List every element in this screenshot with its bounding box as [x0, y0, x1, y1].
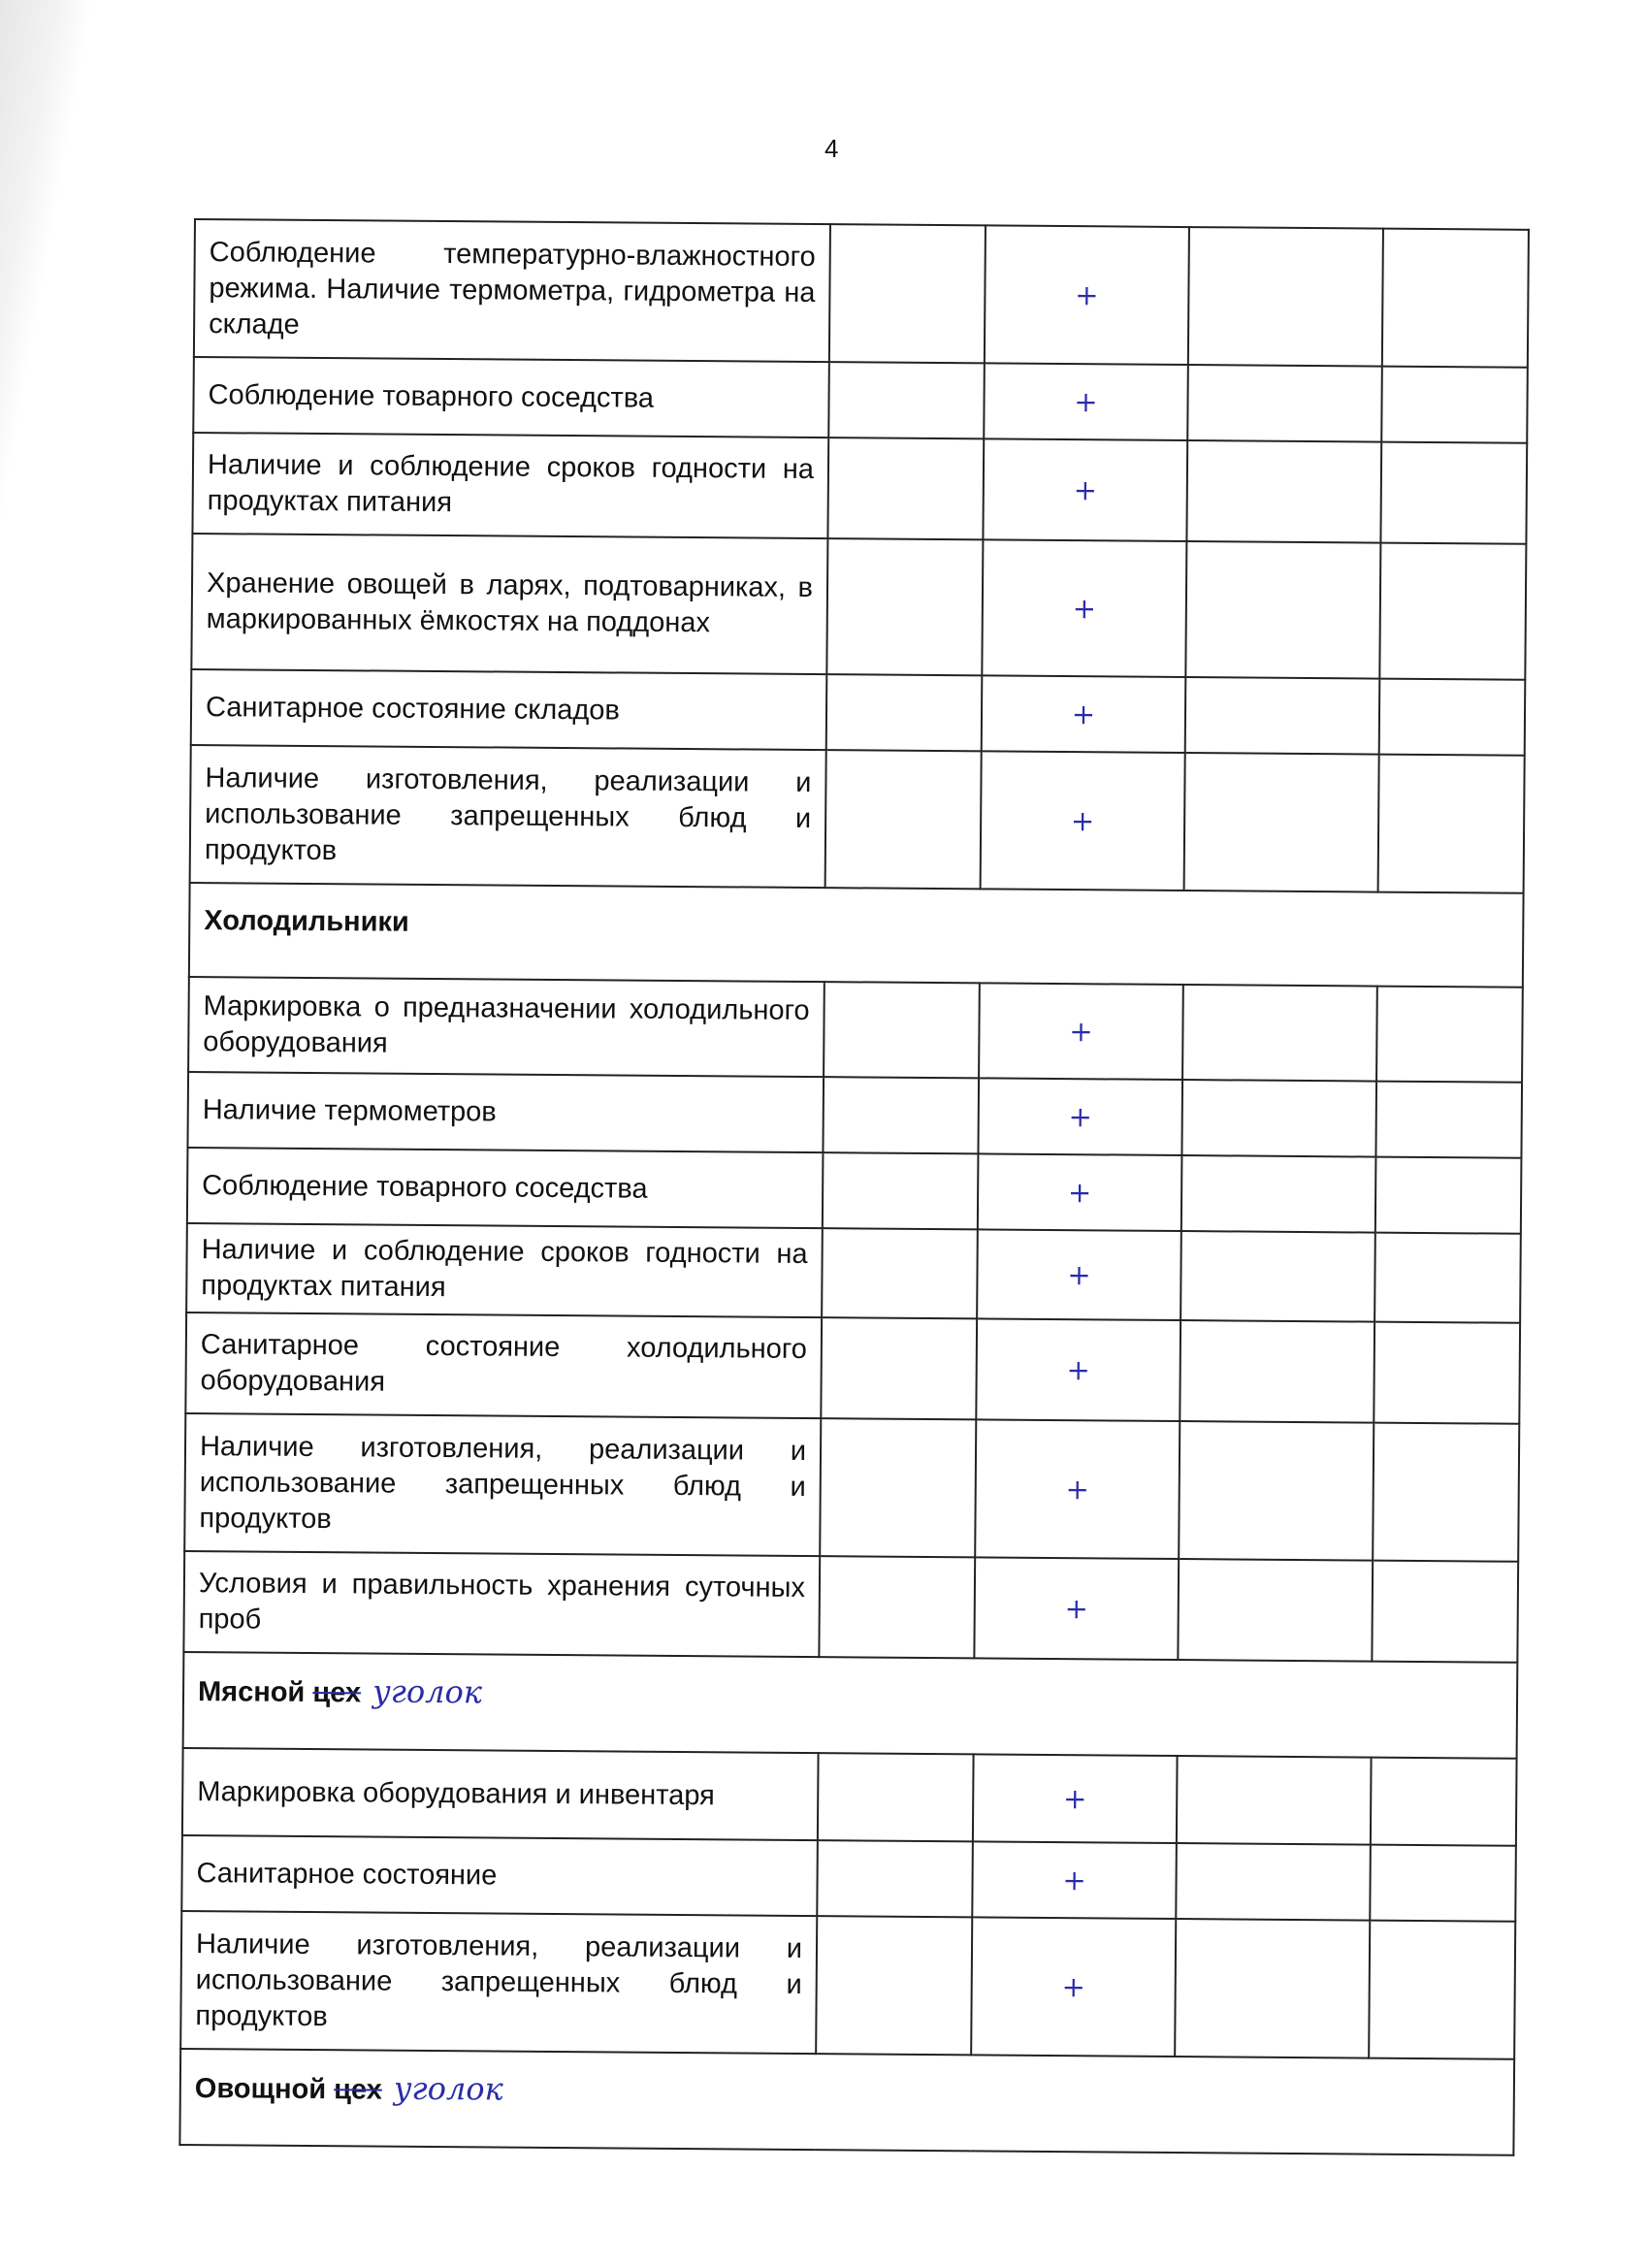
- empty-cell: [821, 1317, 977, 1419]
- table-row: [187, 1072, 1522, 1158]
- table-row: [184, 1413, 1519, 1562]
- empty-cell: [828, 362, 985, 438]
- handwritten-plus-mark: +: [975, 1419, 1180, 1559]
- criterion-text: Наличие и соблюдение сроков годности на продуктах питания: [192, 433, 828, 538]
- criterion-text: Маркировка о предназначении холодильного оборудования: [188, 977, 824, 1077]
- table-row: [187, 1148, 1522, 1234]
- handwritten-plus-mark: +: [972, 1841, 1177, 1919]
- handwritten-plus-mark: +: [979, 983, 1183, 1080]
- empty-cell: [1180, 1231, 1375, 1322]
- empty-cell: [820, 1418, 976, 1557]
- criterion-text: Соблюдение температурно-влажностного режима. Наличие термометра, гидрометра на складе: [194, 219, 830, 362]
- empty-cell: [823, 1152, 979, 1229]
- struck-out-word: цех: [334, 2074, 382, 2106]
- empty-cell: [825, 750, 982, 889]
- criterion-text: Санитарное состояние холодильного оборудования: [185, 1312, 822, 1418]
- section-title-meat: [183, 1652, 1518, 1759]
- struck-out-word: цех: [312, 1677, 362, 1709]
- handwritten-plus-mark: +: [982, 539, 1186, 677]
- section-title-refrigerators: Холодильники: [189, 883, 1524, 988]
- empty-cell: [824, 982, 980, 1078]
- empty-cell: [1188, 227, 1383, 367]
- criterion-text: Наличие и соблюдение сроков годности на продуктах питания: [186, 1223, 823, 1317]
- empty-cell: [1372, 1561, 1518, 1663]
- empty-cell: [1374, 1233, 1521, 1323]
- empty-cell: [1175, 1919, 1370, 2058]
- empty-cell: [1373, 1423, 1519, 1562]
- table-row: [181, 1835, 1516, 1922]
- empty-cell: [1181, 1080, 1376, 1157]
- empty-cell: [1185, 541, 1380, 679]
- empty-cell: [826, 674, 983, 751]
- handwritten-plus-mark: +: [978, 1153, 1182, 1231]
- table-row: [190, 745, 1525, 893]
- handwritten-plus-mark: +: [971, 1917, 1176, 2057]
- empty-cell: [817, 1840, 973, 1917]
- table-row: [194, 219, 1529, 368]
- page-number: 4: [824, 134, 839, 163]
- handwritten-plus-mark: +: [985, 225, 1189, 365]
- empty-cell: [1374, 1322, 1520, 1424]
- empty-cell: [1382, 229, 1529, 368]
- handwritten-plus-mark: +: [983, 438, 1187, 541]
- section-title-main: Мясной: [197, 1676, 306, 1708]
- empty-cell: [1185, 677, 1380, 755]
- table-row: [193, 357, 1528, 443]
- handwritten-correction: уголок: [372, 1672, 483, 1711]
- handwritten-plus-mark: +: [982, 675, 1186, 753]
- empty-cell: [1379, 543, 1526, 680]
- handwritten-plus-mark: +: [984, 363, 1188, 440]
- empty-cell: [829, 224, 986, 363]
- empty-cell: [827, 437, 984, 539]
- criterion-text: Наличие изготовления, реализации и использование запрещенных блюд и продуктов: [190, 745, 826, 888]
- handwritten-plus-mark: +: [976, 1318, 1180, 1421]
- criterion-text: Соблюдение товарного соседства: [187, 1148, 824, 1228]
- empty-cell: [1181, 1155, 1376, 1233]
- criterion-text: Санитарное состояние складов: [191, 669, 827, 750]
- empty-cell: [1186, 440, 1381, 543]
- empty-cell: [1380, 442, 1527, 544]
- handwritten-plus-mark: +: [981, 751, 1185, 891]
- empty-cell: [1176, 1843, 1371, 1921]
- handwritten-plus-mark: +: [973, 1754, 1178, 1843]
- section-title-main: Овощной: [194, 2073, 327, 2106]
- section-header-row: [179, 2049, 1514, 2155]
- empty-cell: [819, 1556, 975, 1658]
- empty-cell: [822, 1228, 978, 1318]
- table-row: [192, 433, 1527, 544]
- criterion-text: Соблюдение товарного соседства: [193, 357, 829, 437]
- empty-cell: [1375, 1157, 1522, 1234]
- empty-cell: [1369, 1921, 1515, 2059]
- criterion-text: Наличие термометров: [187, 1072, 824, 1152]
- criterion-text: Наличие изготовления, реализации и использование запрещенных блюд и продуктов: [180, 1911, 817, 2054]
- inspection-checklist-table: [178, 218, 1530, 2156]
- empty-cell: [1375, 1082, 1522, 1158]
- table-row: [185, 1312, 1520, 1424]
- handwritten-plus-mark: +: [978, 1078, 1182, 1155]
- table-row: [186, 1223, 1521, 1323]
- empty-cell: [826, 538, 983, 675]
- criterion-text: Санитарное состояние: [181, 1835, 818, 1916]
- empty-cell: [1376, 987, 1523, 1083]
- empty-cell: [1182, 985, 1377, 1082]
- handwritten-plus-mark: +: [977, 1229, 1181, 1320]
- table-row: [191, 669, 1526, 756]
- criterion-text: Наличие изготовления, реализации и использование запрещенных блюд и продуктов: [184, 1413, 821, 1556]
- empty-cell: [1180, 1320, 1374, 1423]
- criterion-text: Условия и правильность хранения суточных проб: [183, 1551, 820, 1657]
- empty-cell: [816, 1916, 972, 2055]
- empty-cell: [1370, 1845, 1516, 1922]
- table-row: [180, 1911, 1515, 2059]
- section-header-row: [189, 883, 1524, 988]
- empty-cell: [818, 1753, 974, 1841]
- criterion-text: Хранение овощей в ларях, подтоварниках, в маркированных ёмкостях на поддонах: [191, 534, 827, 674]
- empty-cell: [1381, 367, 1528, 443]
- section-header-row: [183, 1652, 1518, 1759]
- section-title-vegetable: [179, 2049, 1514, 2155]
- empty-cell: [1187, 365, 1382, 442]
- table-row: [191, 534, 1526, 680]
- handwritten-plus-mark: +: [974, 1557, 1179, 1660]
- handwritten-correction: уголок: [393, 2069, 503, 2108]
- table-row: [183, 1551, 1518, 1663]
- table-row: [182, 1748, 1517, 1846]
- empty-cell: [823, 1077, 979, 1153]
- empty-cell: [1177, 1756, 1372, 1845]
- empty-cell: [1178, 1559, 1373, 1662]
- empty-cell: [1184, 753, 1379, 892]
- empty-cell: [1379, 679, 1526, 756]
- empty-cell: [1378, 755, 1525, 893]
- criterion-text: Маркировка оборудования и инвентаря: [182, 1748, 819, 1840]
- empty-cell: [1371, 1758, 1517, 1846]
- empty-cell: [1179, 1421, 1374, 1561]
- table-row: [188, 977, 1523, 1083]
